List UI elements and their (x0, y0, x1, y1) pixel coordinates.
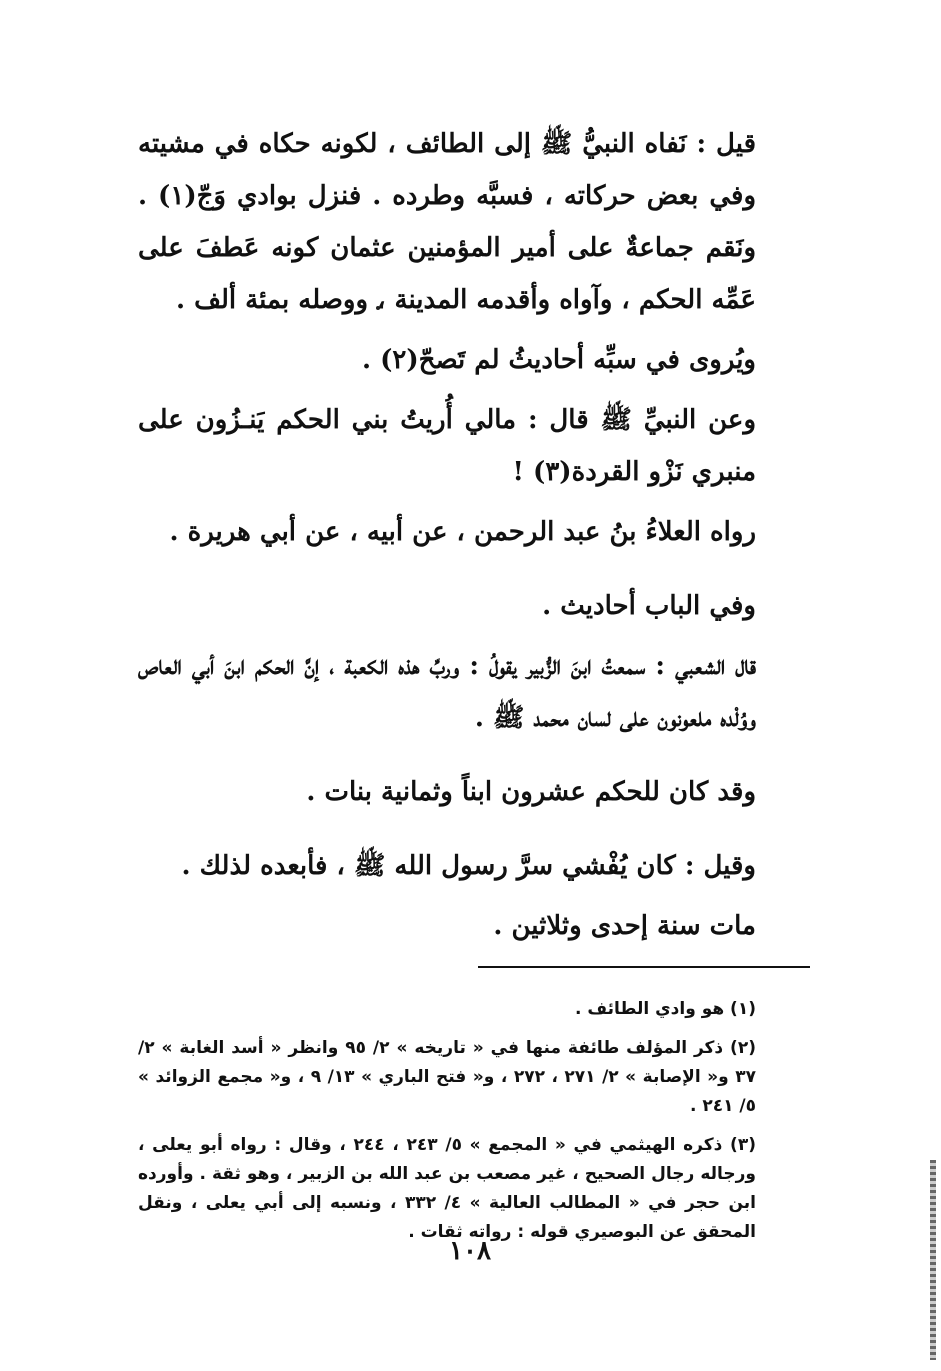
footnotes (138, 995, 808, 1247)
paragraph-exile: قيل : نَفاه النبيُّ ﷺ إلى الطائف ، لكونه حكاه في مشيته وفي بعض حركاته ، فسبَّه وطرده . فنزل بوادي وَجّ(١) . ونَقم جماعةٌ على أمير المؤمنين عثمان كونه عَطفَ على عَمِّه الحكم ، وآواه وأقدمه المدينة ، ووصله بمئة ألف . (138, 129, 757, 315)
paragraph-shabi-quote: قال الشعبي : سمعتُ ابنَ الزُّبير يقولُ : وربِّ هذه الكعبة ، إنَّ الحكم ابنَ أبي العاص ووُلْده ملعونون على لسان محمد ﷺ . (138, 651, 756, 733)
footnote-1: (١) هو وادي الطائف . (575, 999, 756, 1019)
footnote-3: (٣) ذكره الهيثمي في « المجمع » ٥/ ٢٤٣ ، ٢٤٤ ، وقال : رواه أبو يعلى ، ورجاله رجال الصحيح ، غير مصعب بن عبد الله بن الزبير ، وهو ثقة . وأورده ابن حجر في « المطالب العالية » ٤/ ٣٣٢ ، ونسبه إلى أبي يعلى ، ونقل المحقق عن البوصيري قوله : رواته ثقات . (138, 1135, 756, 1242)
footnote-2: (٢) ذكر المؤلف طائفة منها في « تاريخه » ٢/ ٩٥ وانظر « أسد الغابة » ٢/ ٣٧ و« الإصابة » ٢/ ٢٧١ ، ٢٧٢ ، و« فتح الباري » ١٣/ ٩ ، و« مجمع الزوائد » ٥/ ٢٤١ . (138, 1038, 756, 1116)
paragraph-chapter-hadiths: وفي الباب أحاديث . (542, 591, 756, 621)
footnote-separator (478, 966, 810, 968)
paragraph-pulpit-hadith: وعن النبيِّ ﷺ قال : مالي أُريتُ بني الحكم يَنـزُون على منبري نَزْو القردة(٣) ! (138, 405, 756, 487)
paragraph-secret: وقيل : كان يُفْشي سرَّ رسول الله ﷺ ، فأبعده لذلك . (181, 851, 756, 881)
main-text (138, 118, 808, 952)
page-number: ١٠٨ (449, 1236, 491, 1266)
paragraph-hadith-narrations: ويُروى في سبِّه أحاديثُ لم تَصحّ(٢) . (361, 345, 756, 375)
paragraph-death: مات سنة إحدى وثلاثين . (493, 911, 756, 941)
paragraph-isnad: رواه العلاءُ بنُ عبد الرحمن ، عن أبيه ، عن أبي هريرة . (169, 517, 756, 547)
page-binding-edge (930, 1160, 936, 1360)
paragraph-children: وقد كان للحكم عشرون ابناً وثمانية بنات . (306, 777, 756, 807)
